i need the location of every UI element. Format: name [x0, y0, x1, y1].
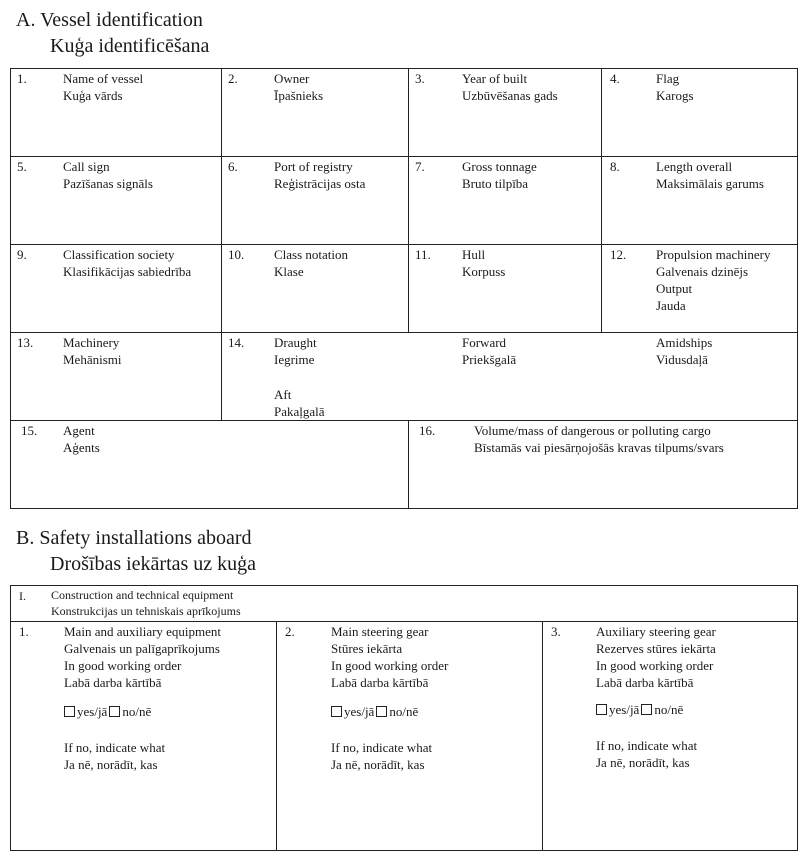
item-number: 1.	[19, 624, 29, 639]
draught-aft-lv: Pakaļgalā	[274, 404, 325, 419]
vessel-identification-table	[10, 68, 798, 509]
if-no-label-lv: Ja nē, norādīt, kas	[331, 757, 425, 772]
group-label-en: Construction and technical equipment	[51, 588, 234, 602]
field-class-notation[interactable]	[222, 245, 409, 333]
field-number: 4.	[610, 71, 620, 86]
item-label-lv: Rezerves stūres iekārta	[596, 641, 716, 656]
field-label-lv: Pazīšanas signāls	[63, 176, 153, 191]
no-checkbox[interactable]	[641, 704, 652, 715]
draught-forward-en: Forward	[462, 335, 507, 350]
item-label-lv: Galvenais un palīgaprīkojums	[64, 641, 220, 656]
field-number: 9.	[17, 247, 27, 262]
field-label-en: Agent	[63, 423, 95, 438]
field-label-lv: Mehānismi	[63, 352, 122, 367]
section-a-subtitle: Kuģa identificēšana	[50, 35, 210, 57]
no-label: no/nē	[122, 704, 152, 719]
field-label-lv: Klase	[274, 264, 304, 279]
field-label-en: Propulsion machinery	[656, 247, 771, 262]
order-label-lv: Labā darba kārtībā	[596, 675, 694, 690]
safety-installations-table	[10, 585, 798, 851]
field-hull[interactable]	[409, 245, 602, 333]
item-auxiliary-steering-gear	[543, 622, 797, 850]
field-label-en: Classification society	[63, 247, 175, 262]
field-label-lv: Reģistrācijas osta	[274, 176, 366, 191]
field-label-en: Name of vessel	[63, 71, 144, 86]
item-main-auxiliary-equipment	[11, 622, 277, 850]
field-label-en: Flag	[656, 71, 680, 86]
group-label-lv: Konstrukcijas un tehniskais aprīkojums	[51, 604, 241, 618]
field-agent[interactable]	[11, 421, 409, 508]
section-a-title: A. Vessel identification	[16, 9, 203, 31]
yes-label: yes/jā	[344, 704, 375, 719]
field-label-lv: Aģents	[63, 440, 100, 455]
field-label-en: Volume/mass of dangerous or polluting cargo	[474, 423, 711, 438]
field-number: 13.	[17, 335, 34, 350]
section-a-heading	[16, 8, 210, 57]
field-label-lv: Bīstamās vai piesārņojošās kravas tilpums/svars	[474, 440, 724, 455]
field-label-en: Machinery	[63, 335, 120, 350]
if-no-label-en: If no, indicate what	[64, 740, 166, 755]
field-name-of-vessel[interactable]	[11, 69, 222, 157]
field-number: 12.	[610, 247, 627, 262]
field-label-en: Gross tonnage	[462, 159, 537, 174]
field-number: 6.	[228, 159, 238, 174]
yes-label: yes/jā	[609, 702, 640, 717]
field-label-lv: Maksimālais garums	[656, 176, 764, 191]
field-number: 2.	[228, 71, 238, 86]
field-draught[interactable]	[222, 333, 797, 421]
no-label: no/nē	[389, 704, 419, 719]
section-b-title: B. Safety installations aboard	[16, 527, 252, 549]
field-number: 7.	[415, 159, 425, 174]
if-no-label-lv: Ja nē, norādīt, kas	[596, 755, 690, 770]
draught-aft-en: Aft	[274, 387, 292, 402]
item-label-en: Main and auxiliary equipment	[64, 624, 222, 639]
field-dangerous-cargo[interactable]	[409, 421, 797, 508]
field-label-en: Call sign	[63, 159, 110, 174]
field-label-en: Class notation	[274, 247, 349, 262]
field-number: 15.	[21, 423, 38, 438]
if-no-label-lv: Ja nē, norādīt, kas	[64, 757, 158, 772]
item-main-steering-gear	[277, 622, 543, 850]
field-label-en: Port of registry	[274, 159, 353, 174]
field-label-en: Year of built	[462, 71, 528, 86]
field-label-en: Draught	[274, 335, 317, 350]
field-label-lv: Kuģa vārds	[63, 88, 123, 103]
field-number: 16.	[419, 423, 436, 438]
field-number: 8.	[610, 159, 620, 174]
field-flag[interactable]	[602, 69, 797, 157]
field-label-lv: Klasifikācijas sabiedrība	[63, 264, 192, 279]
field-label-en: Length overall	[656, 159, 733, 174]
no-label: no/nē	[654, 702, 684, 717]
section-b-subtitle: Drošības iekārtas uz kuģa	[50, 553, 257, 575]
order-label-en: In good working order	[596, 658, 714, 673]
field-classification-society[interactable]	[11, 245, 222, 333]
field-label-lv: Bruto tilpība	[462, 176, 529, 191]
field-label-lv: Iegrime	[274, 352, 315, 367]
order-label-en: In good working order	[331, 658, 449, 673]
no-checkbox[interactable]	[376, 706, 387, 717]
field-label-lv: Īpašnieks	[274, 88, 324, 103]
item-label-lv: Stūres iekārta	[331, 641, 403, 656]
field-label-en: Hull	[462, 247, 486, 262]
field-number: 5.	[17, 159, 27, 174]
field-label-lv-output: Jauda	[656, 298, 686, 313]
field-length-overall[interactable]	[602, 157, 797, 245]
field-port-of-registry[interactable]	[222, 157, 409, 245]
field-label-en-output: Output	[656, 281, 693, 296]
no-checkbox[interactable]	[109, 706, 120, 717]
field-propulsion-machinery[interactable]	[602, 245, 797, 333]
field-label-lv: Korpuss	[462, 264, 506, 279]
field-label-lv: Uzbūvēšanas gads	[462, 88, 558, 103]
field-label-lv: Galvenais dzinējs	[656, 264, 749, 279]
if-no-label-en: If no, indicate what	[596, 738, 698, 753]
field-label-en: Owner	[274, 71, 310, 86]
item-label-en: Main steering gear	[331, 624, 429, 639]
order-label-en: In good working order	[64, 658, 182, 673]
field-label-lv: Karogs	[656, 88, 694, 103]
if-no-label-en: If no, indicate what	[331, 740, 433, 755]
field-call-sign[interactable]	[11, 157, 222, 245]
item-number: 3.	[551, 624, 561, 639]
order-label-lv: Labā darba kārtībā	[331, 675, 429, 690]
field-number: 10.	[228, 247, 245, 262]
yes-checkbox[interactable]	[64, 706, 75, 717]
yes-no-choice	[331, 703, 418, 720]
yes-no-choice	[596, 701, 683, 718]
order-label-lv: Labā darba kārtībā	[64, 675, 162, 690]
field-gross-tonnage[interactable]	[409, 157, 602, 245]
field-year-of-built[interactable]	[409, 69, 602, 157]
yes-checkbox[interactable]	[331, 706, 342, 717]
item-number: 2.	[285, 624, 295, 639]
item-label-en: Auxiliary steering gear	[596, 624, 716, 639]
field-machinery[interactable]	[11, 333, 222, 421]
yes-label: yes/jā	[77, 704, 108, 719]
field-number: 1.	[17, 71, 27, 86]
field-number: 14.	[228, 335, 245, 350]
field-number: 11.	[415, 247, 431, 262]
section-b-heading	[16, 526, 257, 575]
group-construction-equipment	[11, 586, 797, 622]
draught-amidships-en: Amidships	[656, 335, 713, 350]
yes-no-choice	[64, 703, 151, 720]
yes-checkbox[interactable]	[596, 704, 607, 715]
group-number: I.	[19, 589, 26, 603]
field-number: 3.	[415, 71, 425, 86]
draught-forward-lv: Priekšgalā	[462, 352, 517, 367]
field-owner[interactable]	[222, 69, 409, 157]
draught-amidships-lv: Vidusdaļā	[656, 352, 708, 367]
